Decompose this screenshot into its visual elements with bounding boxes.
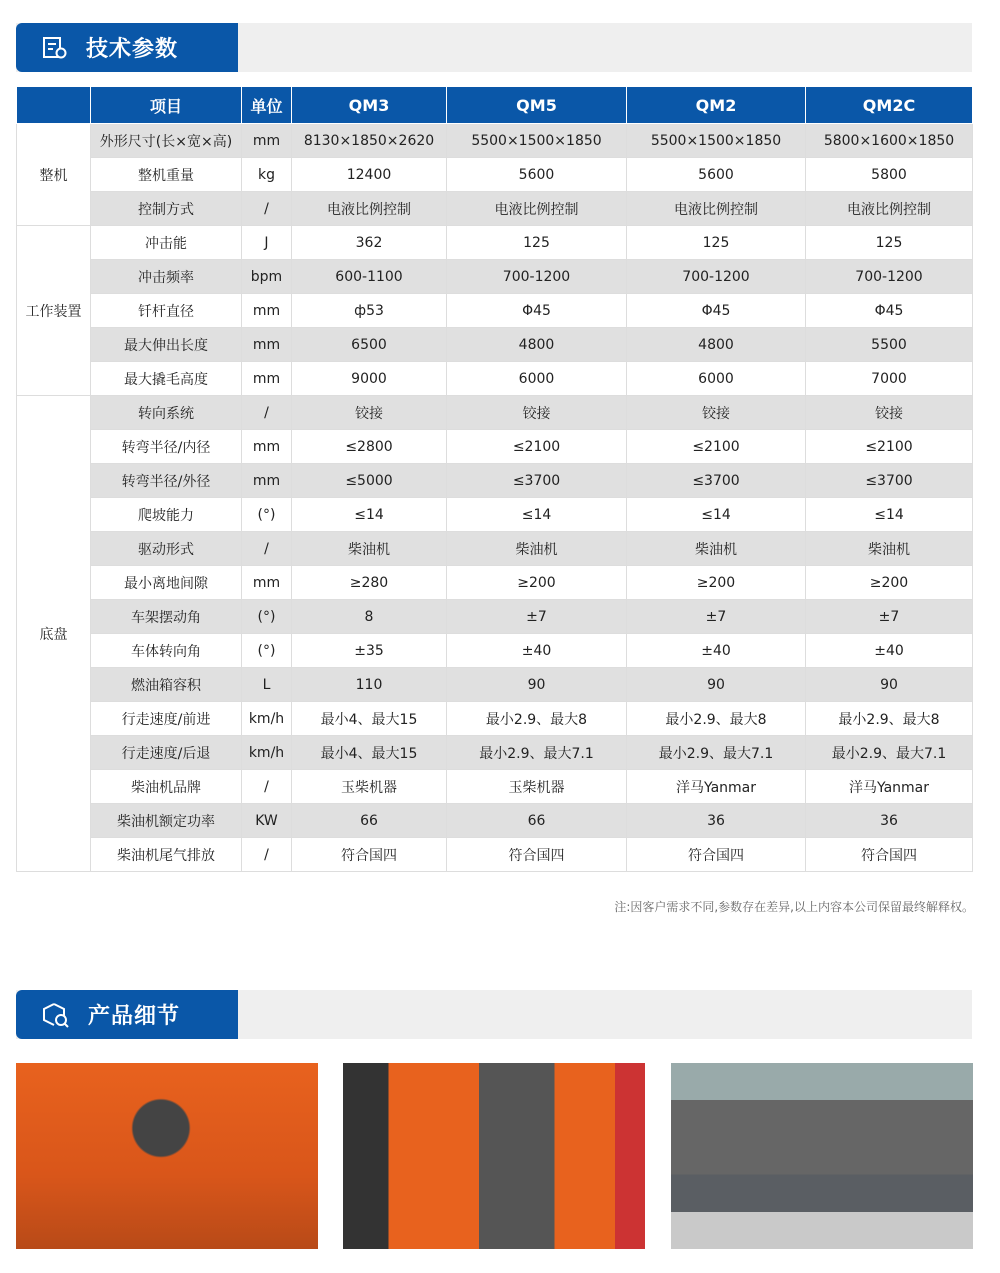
table-cell: 铰接 — [627, 396, 806, 430]
table-cell: kg — [242, 158, 292, 192]
table-cell: 6000 — [627, 362, 806, 396]
table-cell: ≤2100 — [447, 430, 627, 464]
table-cell: 90 — [447, 668, 627, 702]
table-cell: mm — [242, 294, 292, 328]
table-cell: 5800 — [806, 158, 973, 192]
table-cell: 5500×1500×1850 — [447, 124, 627, 158]
table-cell: Φ45 — [806, 294, 973, 328]
section-header-specs — [16, 23, 972, 72]
product-search-icon — [42, 1002, 70, 1028]
table-cell: 爬坡能力 — [91, 498, 242, 532]
table-cell: 12400 — [292, 158, 447, 192]
table-cell: 6500 — [292, 328, 447, 362]
table-cell: 符合国四 — [627, 838, 806, 872]
table-cell: 转向系统 — [91, 396, 242, 430]
table-row — [17, 566, 973, 600]
table-cell: ≤2100 — [806, 430, 973, 464]
table-cell: 362 — [292, 226, 447, 260]
table-cell: 玉柴机器 — [292, 770, 447, 804]
column-header: QM2C — [806, 87, 973, 124]
table-cell: J — [242, 226, 292, 260]
table-cell: ±7 — [806, 600, 973, 634]
table-row — [17, 532, 973, 566]
table-cell: ≥280 — [292, 566, 447, 600]
table-row — [17, 702, 973, 736]
group-label: 底盘 — [17, 396, 91, 872]
table-cell: mm — [242, 362, 292, 396]
section-header-details — [16, 990, 972, 1039]
table-cell: 最小2.9、最大7.1 — [806, 736, 973, 770]
table-cell: ≥200 — [806, 566, 973, 600]
table-row — [17, 838, 973, 872]
table-cell: mm — [242, 464, 292, 498]
table-cell: 符合国四 — [806, 838, 973, 872]
table-cell: 柴油机 — [806, 532, 973, 566]
table-cell: 最小离地间隙 — [91, 566, 242, 600]
table-cell: 柴油机 — [447, 532, 627, 566]
column-header — [17, 87, 91, 124]
table-cell: ±7 — [627, 600, 806, 634]
table-cell: 4800 — [627, 328, 806, 362]
table-cell: 36 — [806, 804, 973, 838]
table-cell: 电液比例控制 — [627, 192, 806, 226]
table-row — [17, 294, 973, 328]
table-cell: 125 — [806, 226, 973, 260]
table-row — [17, 396, 973, 430]
table-cell: 洋马Yanmar — [806, 770, 973, 804]
table-row — [17, 192, 973, 226]
table-cell: mm — [242, 430, 292, 464]
table-cell: 符合国四 — [447, 838, 627, 872]
table-cell: 最小2.9、最大7.1 — [447, 736, 627, 770]
table-cell: 110 — [292, 668, 447, 702]
table-cell: (°) — [242, 634, 292, 668]
table-cell: 125 — [627, 226, 806, 260]
product-photo-cab — [16, 1063, 318, 1249]
table-cell: L — [242, 668, 292, 702]
table-cell: 最大撬毛高度 — [91, 362, 242, 396]
table-cell: ±40 — [447, 634, 627, 668]
table-cell: 电液比例控制 — [447, 192, 627, 226]
table-cell: 玉柴机器 — [447, 770, 627, 804]
table-cell: mm — [242, 566, 292, 600]
table-cell: ≤14 — [806, 498, 973, 532]
table-row — [17, 158, 973, 192]
table-cell: 车架摆动角 — [91, 600, 242, 634]
table-cell: ±7 — [447, 600, 627, 634]
table-cell: 600-1100 — [292, 260, 447, 294]
table-cell: ≤3700 — [806, 464, 973, 498]
table-cell: 整机重量 — [91, 158, 242, 192]
table-cell: 5800×1600×1850 — [806, 124, 973, 158]
table-cell: 燃油箱容积 — [91, 668, 242, 702]
table-cell: Φ45 — [447, 294, 627, 328]
table-row — [17, 600, 973, 634]
table-cell: 转弯半径/外径 — [91, 464, 242, 498]
table-cell: 柴油机额定功率 — [91, 804, 242, 838]
table-row — [17, 226, 973, 260]
table-cell: 洋马Yanmar — [627, 770, 806, 804]
table-cell: 700-1200 — [447, 260, 627, 294]
table-cell: 5600 — [627, 158, 806, 192]
table-cell: Φ45 — [627, 294, 806, 328]
table-cell: ≥200 — [447, 566, 627, 600]
table-cell: 6000 — [447, 362, 627, 396]
table-cell: / — [242, 838, 292, 872]
table-row — [17, 464, 973, 498]
table-cell: 外形尺寸(长×宽×高) — [91, 124, 242, 158]
table-row — [17, 770, 973, 804]
spec-table — [16, 86, 973, 872]
table-cell: 电液比例控制 — [292, 192, 447, 226]
table-cell: 柴油机 — [627, 532, 806, 566]
table-cell: 最小2.9、最大8 — [806, 702, 973, 736]
table-cell: 700-1200 — [627, 260, 806, 294]
table-cell: 钎杆直径 — [91, 294, 242, 328]
table-cell: mm — [242, 328, 292, 362]
table-row — [17, 362, 973, 396]
table-cell: mm — [242, 124, 292, 158]
table-cell: ≤14 — [292, 498, 447, 532]
table-cell: ф53 — [292, 294, 447, 328]
table-cell: ≤14 — [627, 498, 806, 532]
table-cell: 5500×1500×1850 — [627, 124, 806, 158]
table-cell: ±35 — [292, 634, 447, 668]
table-cell: 冲击频率 — [91, 260, 242, 294]
table-cell: ±40 — [627, 634, 806, 668]
table-cell: 4800 — [447, 328, 627, 362]
table-cell: / — [242, 396, 292, 430]
table-cell: 5600 — [447, 158, 627, 192]
table-cell: 最小2.9、最大8 — [447, 702, 627, 736]
product-photo-blade — [671, 1063, 973, 1249]
table-cell: bpm — [242, 260, 292, 294]
table-cell: ≤14 — [447, 498, 627, 532]
table-cell: 700-1200 — [806, 260, 973, 294]
spec-doc-icon — [42, 36, 68, 60]
table-cell: 最小4、最大15 — [292, 702, 447, 736]
table-cell: 最小2.9、最大8 — [627, 702, 806, 736]
table-cell: 行走速度/前进 — [91, 702, 242, 736]
table-cell: ≤3700 — [447, 464, 627, 498]
table-cell: 8130×1850×2620 — [292, 124, 447, 158]
table-cell: ±40 — [806, 634, 973, 668]
table-cell: 符合国四 — [292, 838, 447, 872]
column-header: 单位 — [242, 87, 292, 124]
table-cell: 柴油机尾气排放 — [91, 838, 242, 872]
group-label: 整机 — [17, 124, 91, 226]
table-cell: / — [242, 192, 292, 226]
table-row — [17, 634, 973, 668]
table-cell: 转弯半径/内径 — [91, 430, 242, 464]
disclaimer-note: 注:因客户需求不同,参数存在差异,以上内容本公司保留最终解释权。 — [614, 900, 974, 914]
table-row — [17, 736, 973, 770]
table-cell: 铰接 — [806, 396, 973, 430]
table-cell: 66 — [447, 804, 627, 838]
section-title: 技术参数 — [86, 37, 179, 62]
column-header: 项目 — [91, 87, 242, 124]
table-cell: km/h — [242, 736, 292, 770]
table-cell: 66 — [292, 804, 447, 838]
table-cell: 90 — [806, 668, 973, 702]
table-cell: 车体转向角 — [91, 634, 242, 668]
table-cell: 9000 — [292, 362, 447, 396]
table-row — [17, 804, 973, 838]
table-cell: 电液比例控制 — [806, 192, 973, 226]
table-cell: 铰接 — [292, 396, 447, 430]
table-cell: ≤3700 — [627, 464, 806, 498]
table-cell: 行走速度/后退 — [91, 736, 242, 770]
column-header: QM5 — [447, 87, 627, 124]
table-cell: 90 — [627, 668, 806, 702]
group-label: 工作装置 — [17, 226, 91, 396]
table-cell: (°) — [242, 600, 292, 634]
table-row — [17, 260, 973, 294]
table-row — [17, 668, 973, 702]
table-cell: 125 — [447, 226, 627, 260]
table-cell: ≤5000 — [292, 464, 447, 498]
table-cell: / — [242, 770, 292, 804]
table-cell: 冲击能 — [91, 226, 242, 260]
section-title: 产品细节 — [88, 1004, 181, 1029]
table-cell: 最小2.9、最大7.1 — [627, 736, 806, 770]
table-cell: km/h — [242, 702, 292, 736]
table-cell: ≥200 — [627, 566, 806, 600]
table-row — [17, 328, 973, 362]
table-row — [17, 430, 973, 464]
table-cell: 8 — [292, 600, 447, 634]
table-cell: ≤2800 — [292, 430, 447, 464]
table-cell: 柴油机 — [292, 532, 447, 566]
table-cell: 5500 — [806, 328, 973, 362]
table-cell: 驱动形式 — [91, 532, 242, 566]
table-cell: 36 — [627, 804, 806, 838]
table-cell: 最大伸出长度 — [91, 328, 242, 362]
table-cell: 最小4、最大15 — [292, 736, 447, 770]
column-header: QM2 — [627, 87, 806, 124]
product-photo-side — [343, 1063, 645, 1249]
table-cell: 铰接 — [447, 396, 627, 430]
table-cell: KW — [242, 804, 292, 838]
table-row — [17, 124, 973, 158]
table-cell: 控制方式 — [91, 192, 242, 226]
table-cell: 7000 — [806, 362, 973, 396]
table-cell: / — [242, 532, 292, 566]
table-cell: ≤2100 — [627, 430, 806, 464]
column-header: QM3 — [292, 87, 447, 124]
table-cell: (°) — [242, 498, 292, 532]
table-row — [17, 498, 973, 532]
table-cell: 柴油机品牌 — [91, 770, 242, 804]
